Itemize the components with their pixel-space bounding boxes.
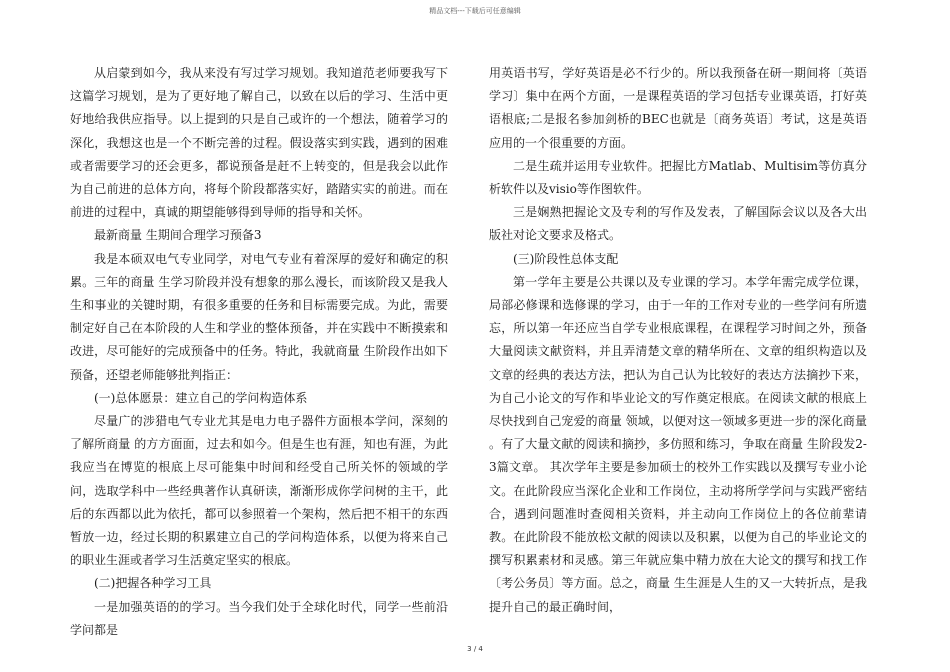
paragraph-english-cont: 用英语书写，学好英语是必不行少的。所以我预备在研一期间将〔英语学习〕集中在两个方面，一是课程英语的学习包括专业课英语，打好英语根底;二是报名参加剑桥的BEC也就是〔商务英语〕考试，这是英语应用的一个很重要的方面。 (489, 66, 867, 150)
section-title: 最新商量 生期间合理学习预备3 (94, 228, 262, 243)
paragraph-background: 我是本硕双电气专业同学，对电气专业有着深厚的爱好和确定的积累。三年的商量 生学习阶段并没有想象的那么漫长，而该阶段又是我人生和事业的关键时期，有很多重要的任务和目标需要完成。为此，需要制定好自己在本阶段的人生和学业的整体预备，并在实践中不断摸索和改进，尽可能好的完成预备中的任务。特此，我就商量 生阶段作出如下预备，还望老师能够批判指正： (70, 251, 448, 382)
paragraph-software: 二是生疏并运用专业软件。把握比方Matlab、Multisim等仿真分析软件以及visio等作图软件。 (489, 158, 867, 197)
right-column (489, 62, 867, 619)
heading-vision: (一)总体愿景：建立自己的学问构造体系 (94, 390, 308, 405)
heading-tools: (二)把握各种学习工具 (94, 576, 212, 591)
paragraph-intro: 从启蒙到如今，我从来没有写过学习规划。我知道范老师要我写下这篇学习规划，是为了更好地了解自己，以致在以后的学习、生活中更好地给我供应指导。以上提到的只是自己或许的一个想法，随着学习的深化，我想这也是一个不断完善的过程。假设落实到实践，遇到的困难或者需要学习的还会更多，都说预备是赶不上转变的，但是我会以此作为自己前进的总体方向，将每个阶段都落实好，踏踏实实的前进。而在前进的过程中，真诚的期望能够得到导师的指导和关怀。 (70, 66, 448, 220)
paragraph-english: 一是加强英语的的学习。当今我们处于全球化时代，同学一些前沿学问都是 (70, 599, 448, 637)
paragraph-vision: 尽量广的涉猎电气专业尤其是电力电子器件方面根本学问，深刻的了解所商量 的方方面面，过去和如今。但是生也有涯，知也有涯，为此我应当在博览的根底上尽可能集中时间和经受自己所关怀的领域的学问，选取学科中一些经典著作认真研读，渐渐形成你学问树的主干，此后的东西都以此为依托，都可以参照着一个架构，然后把不相干的东西暂放一边，经过长期的积累建立自己的学问构造体系，以便为将来自己的职业生涯或者学习生活奠定坚实的根底。 (70, 414, 448, 568)
left-column (70, 62, 448, 642)
paragraph-plan: 第一学年主要是公共课以及专业课的学习。本学年需完成学位课，局部必修课和选修课的学习，由于一年的工作对专业的一些学问有所遗忘，所以第一年还应当自学专业根底课程，在课程学习时间之外，预备大量阅读文献资料，并且弄清楚文章的精华所在、文章的组织构造以及文章的经典的表达方法，把认为自己认为比较好的表达方法摘抄下来，为自己小论文的写作和毕业论文的写作奠定根底。在阅读文献的根底上尽快找到自己宠爱的商量 领域，以便对这一领域多更进一步的深化商量 。有了大量文献的阅读和摘抄，多仿照和练习，争取在商量 生阶段发2-3篇文章。 其次学年主要是参加硕士的校外工作实践以及撰写专业小论文。在此阶段应当深化企业和工作岗位，主动将所学学问与实践严密结合，遇到问题准时查阅相关资料，并主动向工作岗位上的各位前辈请教。在此阶段不能放松文献的阅读以及积累，以便为自己的毕业论文的撰写积累素材和灵感。第三年就应集中精力放在大论文的撰写和找工作〔考公务员〕等方面。总之，商量 生生涯是人生的又一大转折点，是我提升自己的最正确时间， (489, 274, 867, 614)
page-number: 3 / 4 (467, 645, 483, 653)
page-header: 精品文档---下载后可任意编辑 (429, 7, 521, 15)
heading-plan: (三)阶段性总体支配 (513, 251, 619, 266)
paragraph-writing: 三是娴熟把握论文及专利的写作及发表，了解国际会议以及各大出版社对论文要求及格式。 (489, 205, 867, 243)
